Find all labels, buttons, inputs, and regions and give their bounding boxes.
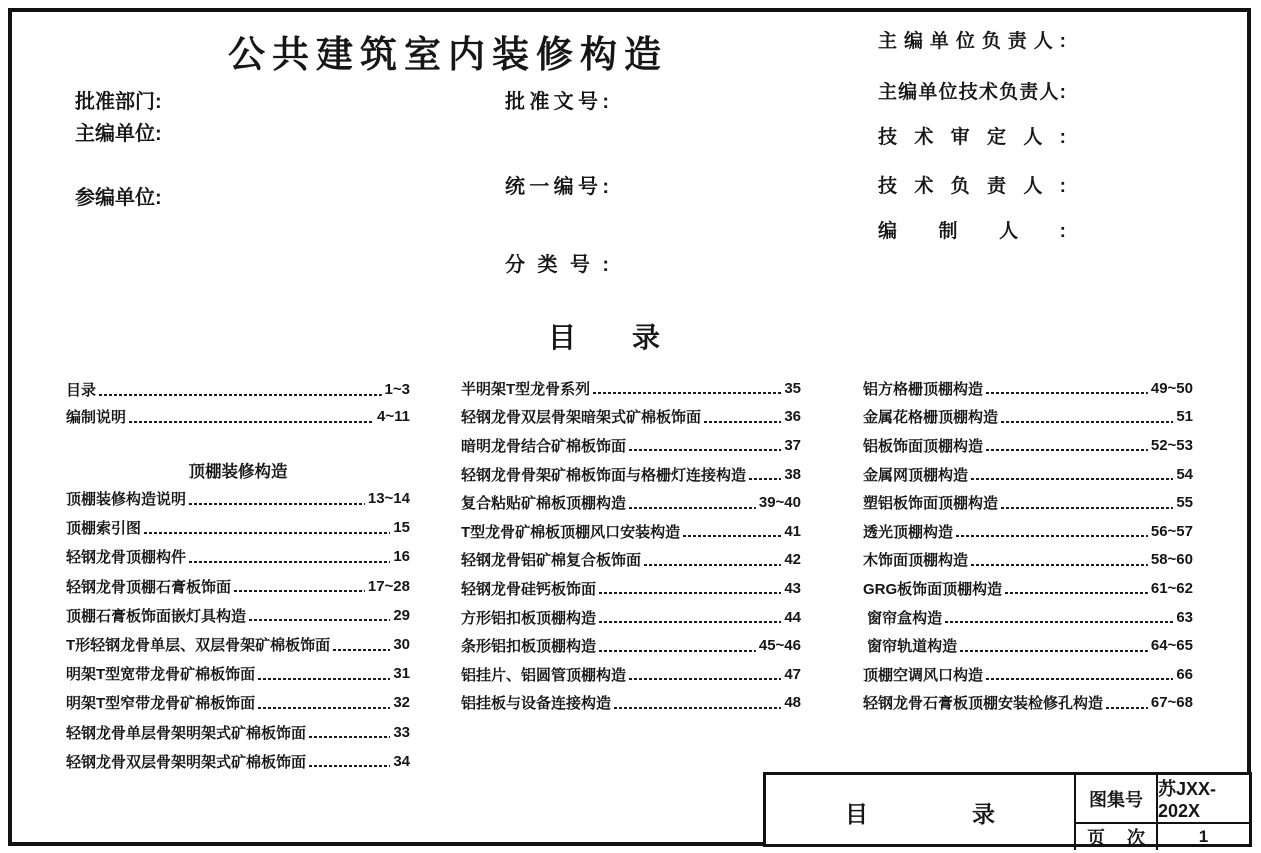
dot-leader xyxy=(960,640,1148,652)
toc-entry-title: 木饰面顶棚构造 xyxy=(863,552,969,570)
toc-entry xyxy=(461,431,801,460)
toc-entry-pages: 64~65 xyxy=(1150,637,1193,655)
dot-leader xyxy=(1001,411,1173,423)
toc-entry xyxy=(66,572,410,601)
toc-entry-pages: 43 xyxy=(784,579,801,597)
chief-unit-head-label: 主编单位负责人: xyxy=(878,31,1066,52)
toc-entry-pages: 61~62 xyxy=(1150,579,1193,597)
toc-col1-top-rows xyxy=(66,376,410,430)
dot-leader xyxy=(956,525,1148,537)
toc-entry-pages: 29 xyxy=(393,606,410,624)
toc-entry xyxy=(863,689,1193,718)
toc-entry-title: 轻钢龙骨铝矿棉复合板饰面 xyxy=(461,552,642,570)
toc-entry-title: 塑铝板饰面顶棚构造 xyxy=(863,495,999,513)
toc-entry xyxy=(66,376,410,403)
toc-entry-title: 暗明龙骨结合矿棉板饰面 xyxy=(461,437,627,455)
toc-entry-pages: 42 xyxy=(784,551,801,569)
dot-leader xyxy=(99,384,382,396)
toc-entry-title: 顶棚索引图 xyxy=(66,520,142,538)
toc-entry-title: 复合粘贴矿棉板顶棚构造 xyxy=(461,495,627,513)
dot-leader xyxy=(599,640,756,652)
partner-unit-label: 参编单位: xyxy=(75,187,162,209)
toc-entry-title: 窗帘盒构造 xyxy=(863,609,943,627)
toc-entry-title: 目录 xyxy=(66,382,97,399)
toc-entry-title: 轻钢龙骨双层骨架明架式矿棉板饰面 xyxy=(66,753,307,771)
toc-col1-rows xyxy=(66,484,410,776)
toc-entry-title: 顶棚空调风口构造 xyxy=(863,666,984,684)
toc-entry-title: 轻钢龙骨顶棚石膏板饰面 xyxy=(66,578,232,596)
dot-leader xyxy=(1001,497,1173,509)
toc-entry xyxy=(863,517,1193,546)
toc-entry-pages: 32 xyxy=(393,694,410,712)
toc-entry-title: 条形铝扣板顶棚构造 xyxy=(461,638,597,656)
dot-leader xyxy=(986,382,1148,394)
toc-entry-pages: 67~68 xyxy=(1150,694,1193,712)
dot-leader xyxy=(258,697,390,709)
dot-leader xyxy=(599,582,781,594)
toc-entry xyxy=(66,718,410,747)
toc-entry-pages: 54 xyxy=(1176,465,1193,483)
toc-entry-pages: 1~3 xyxy=(384,381,410,398)
toc-entry-title: 金属网顶棚构造 xyxy=(863,466,969,484)
toc-entry-pages: 35 xyxy=(784,379,801,397)
toc-entry-title: 铝挂片、铝圆管顶棚构造 xyxy=(461,666,627,684)
toc-entry-pages: 63 xyxy=(1176,608,1193,626)
dot-leader xyxy=(258,668,390,680)
dot-leader xyxy=(644,554,781,566)
toc-entry-title: T型龙骨矿棉板顶棚风口安装构造 xyxy=(461,523,681,541)
dot-leader xyxy=(1005,582,1148,594)
toc-entry xyxy=(461,460,801,489)
toc-entry xyxy=(863,460,1193,489)
toc-entry xyxy=(66,747,410,776)
dot-leader xyxy=(704,411,781,423)
dot-leader xyxy=(593,382,781,394)
toc-entry xyxy=(66,484,410,513)
toc-entry-title: 顶棚装修构造说明 xyxy=(66,491,187,509)
toc-entry-pages: 51 xyxy=(1176,408,1193,426)
toc-entry xyxy=(863,403,1193,432)
toc-entry-pages: 13~14 xyxy=(367,490,410,508)
toc-entry xyxy=(66,513,410,542)
chief-unit-label: 主编单位: xyxy=(75,123,162,145)
document-title: 公共建筑室内装修构造 xyxy=(228,34,668,75)
toc-entry-pages: 33 xyxy=(393,723,410,741)
toc-entry-title: 轻钢龙骨骨架矿棉板饰面与格栅灯连接构造 xyxy=(461,466,747,484)
toc-entry-pages: 17~28 xyxy=(367,577,410,595)
toc-entry-title: 轻钢龙骨石膏板顶棚安装检修孔构造 xyxy=(863,695,1104,713)
toc-entry-pages: 37 xyxy=(784,436,801,454)
dot-leader xyxy=(683,525,781,537)
toc-entry xyxy=(66,688,410,717)
toc-entry xyxy=(863,603,1193,632)
dot-leader xyxy=(129,411,374,423)
toc-entry-pages: 38 xyxy=(784,465,801,483)
toc-entry-title: T形轻钢龙骨单层、双层骨架矿棉板饰面 xyxy=(66,637,331,655)
toc-entry xyxy=(863,374,1193,403)
toc-entry xyxy=(461,631,801,660)
toc-section-heading: 顶棚装修构造 xyxy=(188,463,288,481)
toc-entry-pages: 36 xyxy=(784,408,801,426)
toc-entry-pages: 66 xyxy=(1176,665,1193,683)
toc-entry-pages: 15 xyxy=(393,519,410,537)
toc-entry-title: 编制说明 xyxy=(66,409,127,426)
toc-entry xyxy=(461,488,801,517)
toc-entry-pages: 52~53 xyxy=(1150,436,1193,454)
dot-leader xyxy=(986,439,1148,451)
toc-entry-title: 方形铝扣板顶棚构造 xyxy=(461,609,597,627)
toc-entry-pages: 16 xyxy=(393,548,410,566)
dot-leader xyxy=(309,755,390,767)
dot-leader xyxy=(189,551,390,563)
class-no-label: 分类号: xyxy=(505,254,609,276)
toc-entry-title: 半明架T型龙骨系列 xyxy=(461,380,591,398)
toc-entry-pages: 39~40 xyxy=(758,494,801,512)
dot-leader xyxy=(945,611,1173,623)
toc-entry-title: 铝方格栅顶棚构造 xyxy=(863,380,984,398)
toc-entry-pages: 56~57 xyxy=(1150,522,1193,540)
toc-entry-title: 明架T型窄带龙骨矿棉板饰面 xyxy=(66,695,256,713)
toc-entry xyxy=(863,631,1193,660)
toc-entry-title: 顶棚石膏板饰面嵌灯具构造 xyxy=(66,607,247,625)
toc-entry-title: 轻钢龙骨单层骨架明架式矿棉板饰面 xyxy=(66,724,307,742)
tech-head-label: 技术负责人: xyxy=(878,176,1066,197)
toc-entry-pages: 30 xyxy=(393,636,410,654)
dot-leader xyxy=(971,554,1148,566)
toc-entry-pages: 58~60 xyxy=(1150,551,1193,569)
toc-entry-pages: 49~50 xyxy=(1150,379,1193,397)
toc-entry-title: 透光顶棚构造 xyxy=(863,523,954,541)
toc-entry-title: 轻钢龙骨双层骨架暗架式矿棉板饰面 xyxy=(461,409,702,427)
approve-dept-label: 批准部门: xyxy=(75,91,162,113)
dot-leader xyxy=(333,639,390,651)
toc-entry xyxy=(461,546,801,575)
title-block xyxy=(763,772,1252,847)
toc-entry xyxy=(66,542,410,571)
toc-entry xyxy=(66,659,410,688)
toc-entry xyxy=(66,403,410,430)
toc-entry-pages: 44 xyxy=(784,608,801,626)
dot-leader xyxy=(599,611,781,623)
toc-entry xyxy=(461,517,801,546)
dot-leader xyxy=(629,439,781,451)
dot-leader xyxy=(749,468,781,480)
dot-leader xyxy=(629,497,756,509)
dot-leader xyxy=(614,697,781,709)
toc-entry-title: 金属花格栅顶棚构造 xyxy=(863,409,999,427)
dot-leader xyxy=(144,522,390,534)
toc-entry-title: GRG板饰面顶棚构造 xyxy=(863,580,1003,598)
toc-entry xyxy=(461,374,801,403)
unified-no-label: 统一编号: xyxy=(505,176,609,198)
toc-column-1 xyxy=(66,376,410,776)
toc-entry xyxy=(66,630,410,659)
toc-entry-pages: 4~11 xyxy=(377,408,410,425)
toc-entry-pages: 47 xyxy=(784,665,801,683)
toc-entry-pages: 55 xyxy=(1176,494,1193,512)
compiler-label: 编制人: xyxy=(878,221,1066,242)
dot-leader xyxy=(249,609,390,621)
dot-leader xyxy=(1106,697,1148,709)
toc-entry-title: 明架T型宽带龙骨矿棉板饰面 xyxy=(66,666,256,684)
dot-leader xyxy=(986,668,1173,680)
toc-entry-title: 铝挂板与设备连接构造 xyxy=(461,695,612,713)
dot-leader xyxy=(234,580,365,592)
toc-entry-title: 铝板饰面顶棚构造 xyxy=(863,437,984,455)
toc-entry-pages: 48 xyxy=(784,694,801,712)
toc-column-2 xyxy=(461,374,801,717)
toc-entry-pages: 45~46 xyxy=(758,637,801,655)
toc-entry-pages: 34 xyxy=(393,752,410,770)
page-number-label: 页 次 xyxy=(1076,824,1158,850)
toc-entry xyxy=(461,403,801,432)
toc-entry xyxy=(863,660,1193,689)
toc-entry xyxy=(461,574,801,603)
toc-entry-pages: 31 xyxy=(393,665,410,683)
toc-entry xyxy=(66,601,410,630)
title-block-sheet-name: 目 录 xyxy=(766,775,1076,850)
toc-entry-title: 窗帘轨道构造 xyxy=(863,638,958,656)
dot-leader xyxy=(971,468,1173,480)
toc-entry xyxy=(461,660,801,689)
dot-leader xyxy=(189,493,365,505)
toc-entry-title: 轻钢龙骨硅钙板饰面 xyxy=(461,580,597,598)
toc-entry-pages: 41 xyxy=(784,522,801,540)
dot-leader xyxy=(309,726,390,738)
approve-no-label: 批准文号: xyxy=(505,91,609,113)
toc-entry xyxy=(863,488,1193,517)
toc-entry xyxy=(863,546,1193,575)
toc-entry xyxy=(863,574,1193,603)
toc-entry xyxy=(863,431,1193,460)
toc-entry xyxy=(461,689,801,718)
toc-entry-title: 轻钢龙骨顶棚构件 xyxy=(66,549,187,567)
toc-heading: 目 录 xyxy=(548,322,661,353)
tech-examiner-label: 技术审定人: xyxy=(878,127,1066,148)
chief-unit-tech-head-label: 主编单位技术负责人: xyxy=(878,82,1066,103)
atlas-number-value: 苏JXX-202X xyxy=(1158,775,1249,824)
toc-entry xyxy=(461,603,801,632)
atlas-number-label: 图集号 xyxy=(1076,775,1158,824)
toc-column-3 xyxy=(863,374,1193,717)
page-number-value: 1 xyxy=(1198,827,1209,846)
dot-leader xyxy=(629,668,781,680)
